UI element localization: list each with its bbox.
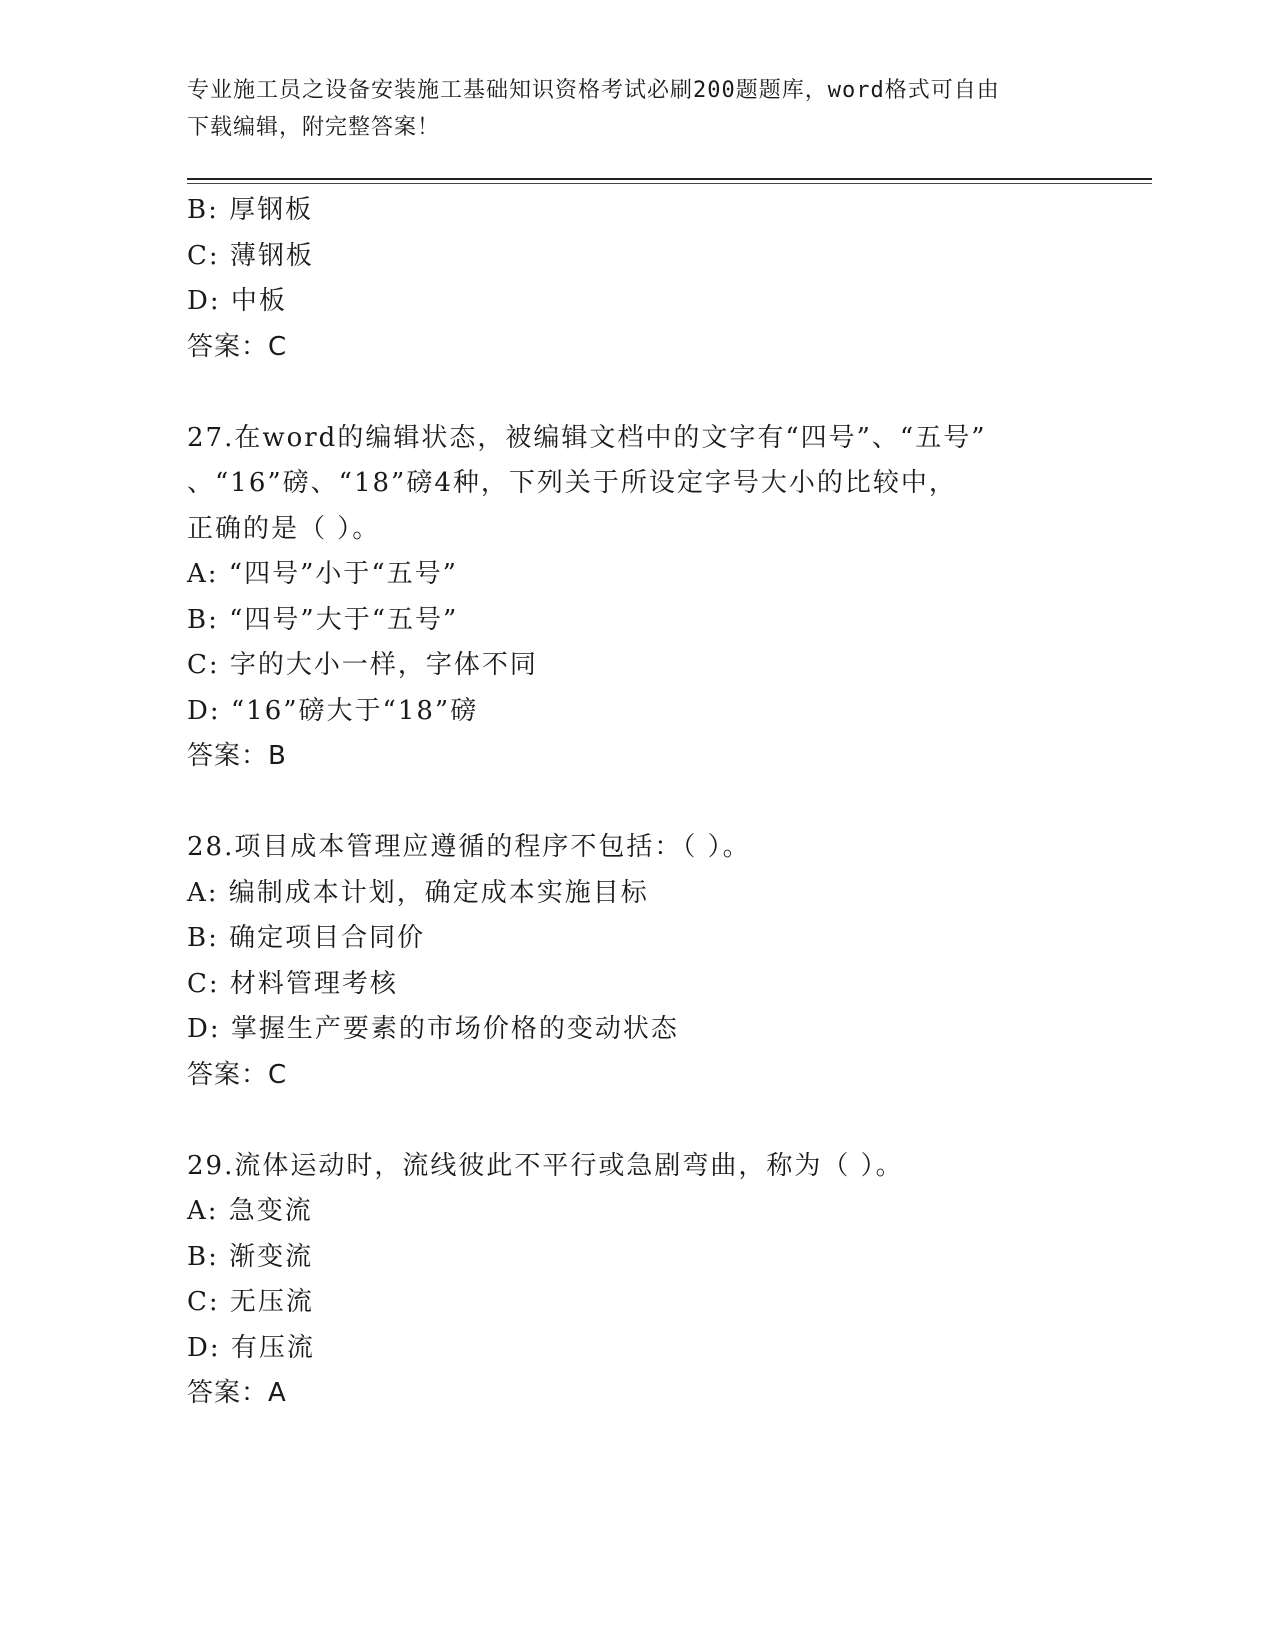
spacer [187, 1098, 1087, 1144]
option-b: B: 确定项目合同价 [187, 923, 426, 953]
question-stem: 29.流体运动时，流线彼此不平行或急剧弯曲，称为（ ）。 [187, 1150, 904, 1181]
spacer [187, 780, 1087, 826]
question-stem: 28.项目成本管理应遵循的程序不包括：（ ）。 [187, 832, 751, 862]
header-line-1: 专业施工员之设备安装施工基础知识资格考试必刷200题题库，word格式可自由 [187, 78, 1000, 103]
option-b: B: “四号”大于“五号” [187, 604, 459, 635]
option-a: A: 编制成本计划，确定成本实施目标 [187, 877, 649, 908]
option-d: D: 中板 [187, 286, 287, 316]
spacer [187, 370, 1087, 416]
question-27 [187, 416, 1087, 780]
option-c: C: 薄钢板 [187, 240, 314, 271]
option-c: C: 无压流 [187, 1287, 314, 1317]
answer-line: 答案：B [187, 741, 287, 771]
option-b: B: 厚钢板 [187, 195, 314, 225]
option-a: A: “四号”小于“五号” [187, 559, 458, 589]
header-divider-thin [187, 183, 1152, 184]
question-stem: 27.在word的编辑状态，被编辑文档中的文字有“四号”、“五号” [187, 422, 987, 453]
answer-line: 答案：A [187, 1378, 287, 1408]
header-divider-thick [187, 178, 1152, 180]
option-d: D: “16”磅大于“18”磅 [187, 695, 479, 726]
question-stem: 正确的是（ ）。 [187, 513, 381, 544]
option-b: B: 渐变流 [187, 1241, 314, 1272]
option-a: A: 急变流 [187, 1196, 313, 1226]
question-28 [187, 825, 1087, 1098]
question-stem: 、“16”磅、“18”磅4种，下列关于所设定字号大小的比较中， [187, 468, 957, 498]
option-d: D: 有压流 [187, 1332, 315, 1363]
option-c: C: 材料管理考核 [187, 968, 398, 999]
option-d: D: 掌握生产要素的市场价格的变动状态 [187, 1014, 679, 1044]
question-list [187, 188, 1087, 1417]
answer-line: 答案：C [187, 331, 288, 362]
answer-line: 答案：C [187, 1059, 288, 1090]
header-line-2: 下载编辑，附完整答案！ [187, 115, 441, 140]
question-26-tail [187, 188, 1087, 370]
option-c: C: 字的大小一样，字体不同 [187, 650, 538, 680]
document-header [187, 72, 1067, 146]
question-29 [187, 1144, 1087, 1417]
